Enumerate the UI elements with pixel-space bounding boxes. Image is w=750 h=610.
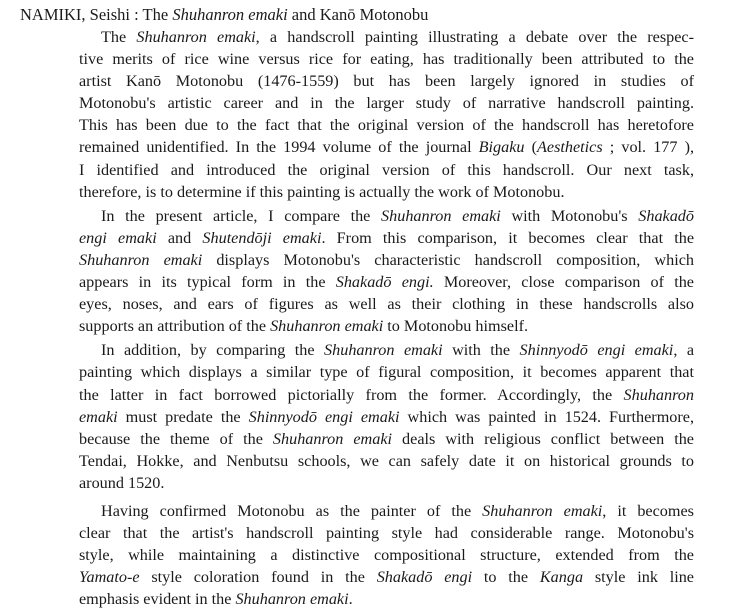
italic-term: Shakadō engi.: [335, 273, 434, 292]
text-line: [79, 114, 694, 136]
text-run: therefore, is to determine if this painting is actually the work of Motonobu.: [79, 182, 565, 201]
abstract-body: [79, 26, 694, 610]
text-line: [79, 384, 694, 406]
text-line: [79, 315, 694, 337]
italic-term: Kanga: [539, 568, 584, 587]
italic-term: Shakadō engi: [376, 568, 473, 587]
italic-term: Yamato-e: [79, 568, 140, 587]
text-run: , it becomes: [602, 501, 694, 520]
text-line: [79, 92, 694, 114]
text-line: [79, 428, 694, 450]
text-run: .: [348, 590, 353, 609]
text-run: supports an attribution of the: [79, 317, 271, 336]
text-run: remained unidentified. In the 1994 volume of the journal: [79, 138, 479, 157]
text-line: [79, 159, 694, 181]
text-run: displays Motonobu's characteristic handscroll composition, which: [202, 250, 694, 269]
text-line: [79, 293, 694, 315]
italic-term: Shuhanron emaki: [136, 28, 256, 46]
text-run: artist Kanō Motonobu (1476-1559) but has been largely ignored in studies of: [79, 72, 694, 91]
text-run: the latter in fact borrowed pictorially from the former. Accordingly, the: [79, 385, 624, 404]
paragraph: [79, 26, 694, 203]
text-run: to the: [472, 568, 540, 587]
text-run: appears in its typical form in the: [79, 273, 336, 292]
text-run: eyes, noses, and ears of figures as well as their clothing in these handscrolls also: [79, 295, 694, 314]
italic-term: Shuhanron emaki: [235, 590, 349, 609]
title-italic: Shuhanron emaki: [172, 5, 288, 24]
text-run: tive merits of rice wine versus rice for eating, has traditionally been attributed to the: [79, 50, 694, 69]
text-run: This has been due to the fact that the original version of the handscroll has heretofore: [79, 116, 694, 135]
text-run: to Motonobu himself.: [383, 317, 529, 336]
paragraph: [79, 339, 694, 494]
italic-term: Shutendōji emaki: [202, 228, 322, 247]
author-name: NAMIKI, Seishi: [20, 5, 130, 24]
italic-term: emaki: [79, 407, 118, 426]
text-line: [79, 249, 694, 271]
title-prefix: The: [142, 5, 173, 24]
text-line: [79, 136, 694, 158]
italic-term: Aesthetics: [537, 138, 603, 157]
article-heading: [20, 4, 428, 26]
text-run: In the present article, I compare the: [101, 206, 382, 225]
italic-term: Shuhanron: [623, 385, 694, 404]
text-run: deals with religious conflict between the: [392, 429, 694, 448]
text-run: emphasis evident in the: [79, 590, 236, 609]
text-line: [79, 70, 694, 92]
text-run: In addition, by comparing the: [101, 341, 325, 360]
text-run: (: [524, 138, 538, 157]
italic-term: Bigaku: [478, 138, 525, 157]
text-run: I identified and introduced the original version of this handscroll. Our next task,: [79, 160, 694, 179]
text-run: , a handscroll painting illustrating a debate over the respec-: [255, 28, 694, 46]
italic-term: Shinnyodō engi emaki: [519, 341, 674, 360]
text-line: [79, 271, 694, 293]
text-line: [79, 450, 694, 472]
italic-term: Shuhanron emaki: [270, 317, 384, 336]
text-line: [79, 522, 694, 544]
italic-term: Shuhanron emaki: [324, 341, 443, 360]
italic-term: Shuhanron emaki: [272, 429, 393, 448]
text-run: which was painted in 1524. Furthermore,: [399, 407, 695, 426]
text-run: . From this comparison, it becomes clear that the: [321, 228, 695, 247]
text-run: painting which displays a similar type of figural composition, it becomes apparent that: [79, 363, 694, 382]
text-run: with the: [442, 341, 520, 360]
text-run: and: [156, 228, 203, 247]
text-run: Tendai, Hokke, and Nenbutsu schools, we can safely date it on historical grounds to: [79, 451, 694, 470]
text-run: style, while maintaining a distinctive compositional structure, extended from the: [79, 546, 694, 565]
text-line: [79, 205, 694, 227]
text-line: [79, 588, 694, 610]
italic-term: Shinnyodō engi emaki: [248, 407, 400, 426]
text-run: ; vol. 177 ),: [602, 138, 695, 157]
text-run: The: [101, 28, 137, 46]
text-line: [79, 48, 694, 70]
text-run: Motonobu's artistic career and in the larger study of narrative handscroll painting.: [79, 94, 694, 113]
text-run: Having confirmed Motonobu as the painter of the: [101, 501, 483, 520]
italic-term: Shuhanron emaki: [79, 250, 203, 269]
text-run: with Motonobu's: [500, 206, 639, 225]
italic-term: engi emaki: [79, 228, 157, 247]
text-run: must predate the: [117, 407, 249, 426]
title-suffix: and Kanō Motonobu: [287, 5, 429, 24]
text-line: [79, 181, 694, 203]
text-line: [79, 227, 694, 249]
text-line: [79, 544, 694, 566]
text-run: because the theme of the: [79, 429, 273, 448]
text-run: Moreover, close comparison of the: [433, 273, 694, 292]
paragraph: [79, 205, 694, 338]
text-line: [79, 566, 694, 588]
text-line: [79, 406, 694, 428]
paragraph: [79, 500, 694, 610]
text-line: [79, 361, 694, 383]
text-line: [79, 339, 694, 361]
text-line: [79, 472, 694, 494]
text-run: clear that the artist's handscroll painting style had considerable range. Motonobu's: [79, 524, 694, 543]
italic-term: Shuhanron emaki: [482, 501, 603, 520]
text-line: [79, 500, 694, 522]
italic-term: Shuhanron emaki: [381, 206, 501, 225]
text-run: style ink line: [583, 568, 694, 587]
heading-separator: :: [130, 5, 143, 24]
text-run: , a: [673, 341, 694, 360]
text-line: [79, 26, 694, 48]
text-run: style coloration found in the: [139, 568, 377, 587]
text-run: around 1520.: [79, 473, 165, 492]
italic-term: Shakadō: [638, 206, 694, 225]
